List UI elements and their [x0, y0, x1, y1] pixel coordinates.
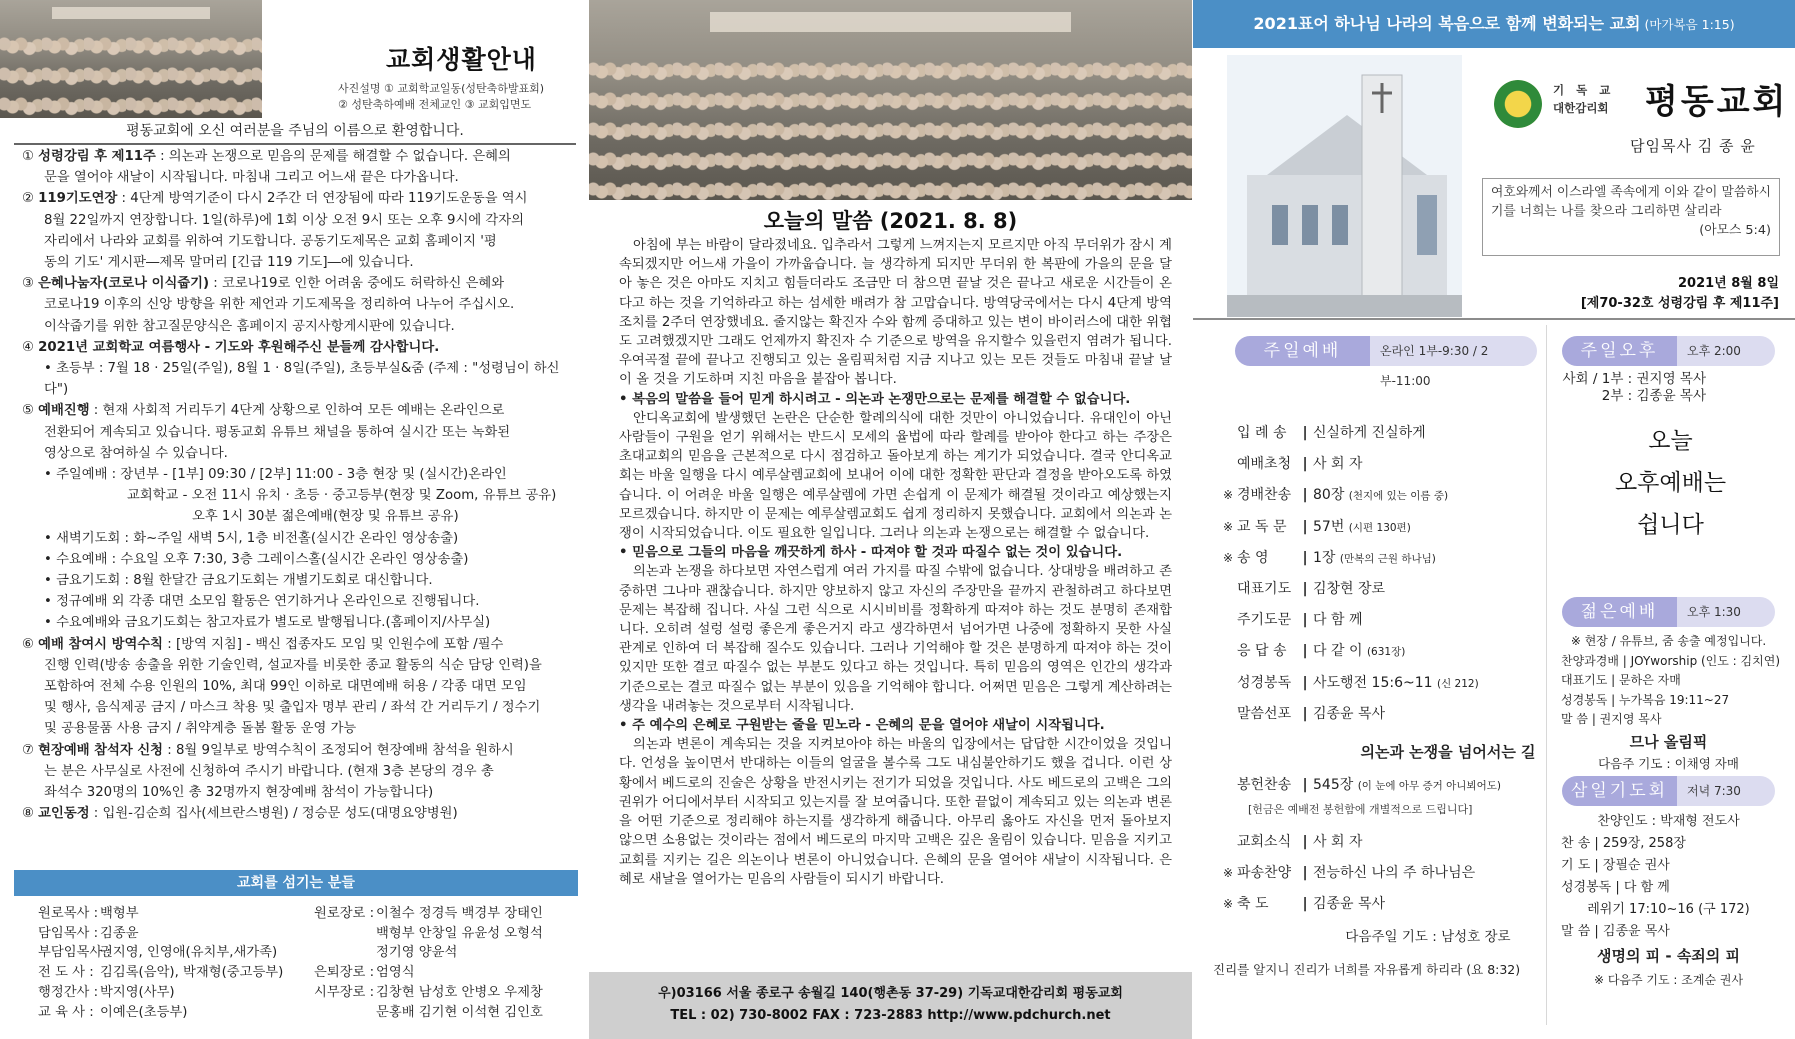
detail-line: 말 씀 | 김종윤 목사 — [1561, 924, 1670, 939]
staff-names: 권지영, 인영애(유치부,새가족) — [100, 945, 278, 961]
announcement-line — [22, 316, 567, 337]
scripture-reference: (아모스 5:4) — [1699, 223, 1771, 238]
worship-line: 교회학교 - 오전 11시 유치 · 초등 · 중고등부(현장 및 Zoom, 유튜브 공유) — [127, 488, 557, 504]
senior-pastor: 담임목사 김 종 윤 — [1630, 137, 1756, 155]
photo-crowd — [589, 60, 1192, 200]
staff-names: 문홍배 김기현 이석현 김인호 — [376, 1004, 543, 1020]
order-value: 김창현 장로 — [1313, 580, 1386, 597]
announcement-line — [22, 761, 567, 782]
order-value: 1장 — [1313, 549, 1340, 566]
next-week-prayer: 다음주일 기도 : 남성호 장로 — [1345, 929, 1511, 945]
offering-note: [헌금은 예배전 봉헌함에 개별적으로 드립니다] — [1248, 803, 1473, 816]
order-label: 축 도 — [1237, 896, 1269, 913]
sermon-body — [619, 236, 1172, 889]
afternoon-worship-label: 주일오후 — [1562, 336, 1677, 366]
church-address-footer — [589, 972, 1192, 1039]
order-mark: ※ — [1223, 897, 1234, 912]
address: 우)03166 서울 종로구 송월길 140(행촌동 37-29) 기독교대한감리회 평동교회 — [658, 986, 1123, 1001]
announcement-line — [22, 188, 567, 209]
item-text: : 4단계 방역기준이 다시 2주간 더 연장됨에 따라 119기도운동을 역시 — [117, 191, 528, 207]
afternoon-cancel-notice — [1568, 420, 1773, 546]
item-text: 진행 인력(방송 송출을 위한 기술인력, 설교자를 비롯한 종교 활동의 식순 담당 인력)을 — [44, 657, 542, 673]
item-heading: 2021년 교회학교 여름행사 - 기도와 후원해주신 분들께 감사합니다. — [38, 339, 440, 355]
item-number: ③ — [22, 276, 39, 292]
sunday-school-photo — [0, 0, 262, 118]
staff-row — [38, 943, 283, 963]
announcement-list-2 — [22, 634, 567, 825]
item-text: : 코로나19로 인한 어려움 중에도 허락하신 은혜와 — [209, 276, 505, 292]
worship-line: • 금요기도회 : 8월 한달간 금요기도회는 개별기도회로 대신합니다. — [44, 573, 433, 589]
order-note: (만복의 근원 하나님) — [1339, 552, 1436, 565]
item-heading: 119기도연장 — [38, 191, 118, 207]
order-divider: | — [1302, 777, 1308, 793]
photo-caption-2: ② 성탄축하예배 전체교인 ③ 교회입면도 — [338, 98, 532, 111]
staff-list-right — [314, 904, 543, 1022]
item-text: 자리에서 나라와 교회를 위하여 기도합니다. 공동기도제목은 교회 홈페이지 '평 — [44, 233, 497, 249]
staff-list-left — [38, 904, 283, 1022]
item-text: : 입원-김순희 집사(세브란스병원) / 정승문 성도(대명요양병원) — [89, 806, 458, 822]
detail-line: 성경봉독 | 다 함 께 — [1561, 880, 1670, 895]
wednesday-next-prayer: ※ 다음주 기도 : 조계순 권사 — [1593, 973, 1744, 987]
item-text: 전환되어 계속되고 있습니다. 평동교회 유튜브 채널을 통하여 실시간 또는 녹화된 — [44, 424, 511, 440]
sermon-paragraph: 아침에 부는 바람이 달라졌네요. 입추라서 그렇게 느껴지는지 모르지만 아직 무더위가 잠시 계속되겠지만 어느새 가을이 가까웁습니다. 늘 생각하게 되지만 무더위 한 복판에 가을의 문을 달아 놓은 것은 아마도 지치고 힘들더라도 조금만 더 참으면 끝날 것은 끝나고 새로운 시간들이 온다고 하는 것을 기억하라고 하는 섬세한 배려가 참 고맙습니다. 방역당국에서는 다시 4단계 방역조치를 2주더 연장했네요. 줄지않는 확진자 수와 함께 증대하고 있는 변이 바이러스에 대한 위협도 고려했겠지만 그래도 언제까지 확진자 수 기준으로 방역을 유지할수 있을런지 염려가 됩니다. 우여곡절 끝에 끝나고 진행되고 있는 올림픽처럼 지금 지나고 있는 모든 것들도 마침내 끝날 날이 올 것을 기도하며 지친 마음을 붙잡아 봅니다. — [619, 238, 1172, 388]
order-label: 교 독 문 — [1237, 518, 1287, 535]
staff-role: 원로목사 : — [38, 906, 99, 921]
young-next-prayer: 다음주 기도 : 이채영 자매 — [1598, 755, 1739, 771]
announcement-line — [22, 231, 567, 252]
item-text: : 의논과 논쟁으로 믿음의 문제를 해결할 수 없습니다. 은혜의 — [155, 149, 511, 164]
church-life-column — [0, 0, 588, 1039]
order-item — [1223, 543, 1693, 574]
denomination-line-1: 기 독 교 — [1553, 83, 1615, 97]
order-note: (631장) — [1366, 646, 1406, 659]
staff-names: 백형부 — [100, 906, 139, 921]
young-worship-lines — [1561, 632, 1780, 730]
announcement-line — [22, 400, 567, 421]
detail-line: ※ 현장 / 유튜브, 줌 송출 예정입니다. — [1570, 634, 1767, 648]
worship-line: • 수요예배 : 수요일 오후 7:30, 3층 그레이스홀(실시간 온라인 영상송출) — [44, 551, 469, 567]
staff-role: 전 도 사 : — [38, 965, 94, 981]
church-name: 평동교회 — [1645, 82, 1789, 122]
item-heading: 예배진행 — [38, 403, 90, 419]
staff-names: 김김록(음악), 박재형(중고등부) — [100, 965, 284, 981]
wednesday-lines — [1561, 811, 1776, 943]
staff-role: 부담임목사 : — [38, 945, 111, 961]
order-note: (신 212) — [1436, 677, 1479, 690]
staff-role: 원로장로 : — [314, 906, 375, 921]
worship-line: • 주일예배 : 장년부 - [1부] 09:30 / [2부] 11:00 - 3층 현장 및 (실시간)온라인 — [44, 467, 507, 483]
motto-reference: (마가복음 1:15) — [1640, 17, 1735, 32]
staff-role: 교 육 사 : — [38, 1004, 94, 1020]
item-text: : 현재 사회적 거리두기 4단계 상황으로 인하여 모든 예배는 온라인으로 — [89, 403, 505, 419]
order-mark: ※ — [1223, 550, 1234, 565]
worship-line: • 수요예배와 금요기도회는 참고자료가 별도로 발행됩니다.(홈페이지/사무실) — [44, 615, 491, 631]
staff-names: 박지영(사무) — [100, 984, 175, 1000]
item-text: 8월 22일까지 연장합니다. 1일(하루)에 1회 이상 오전 9시 또는 오후 9시에 각자의 — [44, 212, 524, 228]
notice-line-3: 쉽니다 — [1637, 512, 1704, 538]
photo-crowd — [0, 35, 262, 118]
worship-line: • 정규예배 외 각종 대면 소모임 활동은 연기하거나 온라인으로 진행됩니다. — [44, 594, 480, 610]
order-mark: ※ — [1223, 866, 1234, 881]
item-number: ① — [22, 149, 39, 164]
sermon-point-heading: • 주 예수의 은혜로 구원받는 줄을 믿노라 - 은혜의 문을 열어야 새날이 시작됩니다. — [619, 718, 1105, 734]
section-divider — [1193, 318, 1795, 320]
order-label: 경배찬송 — [1237, 487, 1292, 504]
young-sermon-title: 므나 올림픽 — [1629, 732, 1708, 751]
sermon-paragraph: 의논과 논쟁을 하다보면 자연스럽게 여러 가지를 따질 수밖에 없습니다. 상대방을 배려하고 존중하면 그나마 괜찮습니다. 하지만 양보하지 않고 자신의 주장만을 끝까지 관철하려고 하다보면 문제는 복잡해 집니다. 사실 그런 식으로 시시비비를 정확하게 따져야 하는 것도 분명히 존재합니다. 오히려 설렁 설렁 좋은게 좋은거지 라고 생각하면서 넘어가면 나중에 정확하지 못한 사실관계로 인하여 더 복잡해 질수도 있습니다. 그러나 기억해야 할 것은 분명하게 따져야 하는 것이 있지만 또한 결코 따질수 없는 부분도 있다고 하는 것입니다. 특히 믿음의 영역은 인간의 생각과 기준으로는 결코 따질수 없는 부분이 있음을 기억해야 합니다. 어쩌면 믿음은 그렇게 계산하려는 생각을 내려놓는 것으로부터 시작됩니다. — [619, 564, 1172, 714]
announcement-line — [22, 718, 567, 739]
item-number: ⑦ — [22, 742, 39, 758]
order-mark: ※ — [1223, 519, 1234, 534]
order-value: 김종윤 목사 — [1313, 705, 1386, 722]
sermon-column — [589, 0, 1192, 1039]
order-divider: | — [1302, 425, 1308, 441]
item-number: ④ — [22, 339, 39, 355]
staff-row — [38, 1003, 283, 1023]
staff-row — [314, 963, 543, 983]
order-value: 전능하신 나의 주 하나님은 — [1313, 865, 1476, 882]
announcement-line — [22, 337, 567, 358]
announcement-line — [22, 358, 567, 400]
order-label: 입 례 송 — [1237, 425, 1287, 441]
order-mark: ※ — [1223, 488, 1234, 503]
young-worship-time: 오후 1:30 — [1677, 597, 1775, 627]
photo-caption-1: 사진설명 ① 교회학교일동(성탄축하발표회) — [338, 82, 545, 95]
staff-names: 이예은(초등부) — [100, 1004, 188, 1020]
order-label: 송 영 — [1237, 549, 1269, 566]
staff-row — [314, 1003, 543, 1023]
announcement-line — [22, 676, 567, 697]
methodist-logo-icon — [1494, 80, 1542, 128]
staff-row — [314, 904, 543, 924]
staff-names: 김창현 남성호 안병오 우제창 — [376, 984, 543, 1000]
order-label: 주기도문 — [1237, 612, 1292, 629]
item-heading: 현장예배 참석자 신청 — [38, 742, 164, 758]
staff-role: 시무장로 : — [314, 984, 375, 1000]
cover-column — [1193, 0, 1795, 1039]
order-label: 봉헌찬송 — [1237, 777, 1292, 793]
order-divider: | — [1302, 580, 1308, 597]
announcement-line — [22, 782, 567, 803]
order-divider: | — [1302, 549, 1308, 566]
column-separator — [1546, 325, 1547, 1025]
item-text: 좌석수 320명의 10%인 총 32명까지 현장예배 참석이 가능합니다) — [44, 785, 434, 801]
bulletin-issue: [제70-32호 성령강림 후 제11주] — [1580, 296, 1779, 311]
sermon-point-heading: • 믿음으로 그들의 마음을 깨끗하게 하사 - 따져야 할 것과 따질수 없는 것이 있습니다. — [619, 545, 1123, 561]
staff-names: 이철수 정경득 백경부 장태인 — [376, 906, 543, 921]
order-divider: | — [1302, 487, 1308, 504]
young-worship-label: 젊은예배 — [1562, 597, 1677, 627]
sermon-title-heading: 의논과 논쟁을 넘어서는 길 — [1360, 743, 1536, 761]
order-label: 예배초청 — [1237, 456, 1292, 473]
staff-role: 담임목사 : — [38, 925, 99, 941]
order-divider: | — [1302, 518, 1308, 535]
item-text: 는 분은 사무실로 사전에 신청하여 주시기 바랍니다. (현재 3층 본당의 경우 총 — [44, 763, 494, 779]
staff-row — [314, 924, 543, 944]
announcement-line — [22, 803, 567, 824]
order-label: 응 답 송 — [1237, 643, 1287, 660]
motto: 2021표어 하나님 나라의 복음으로 함께 변화되는 교회 — [1253, 14, 1641, 33]
announcements — [22, 146, 567, 825]
detail-line: 찬양인도 : 박재형 전도사 — [1597, 814, 1740, 829]
leader-line-1: 사회 / 1부 : 권지영 목사 — [1562, 371, 1706, 387]
item-heading: 교인동정 — [38, 806, 90, 822]
afternoon-worship-time: 오후 2:00 — [1677, 336, 1775, 366]
detail-line: 레위기 17:10~16 (구 172) — [1587, 902, 1750, 917]
wednesday-sermon-title: 생명의 피 - 속죄의 피 — [1596, 947, 1741, 965]
item-heading: 예배 참여시 방역수칙 — [38, 636, 164, 652]
staff-row — [38, 963, 283, 983]
leader-line-2: 2부 : 김종윤 목사 — [1601, 388, 1706, 404]
sermon-point-heading: • 복음의 말씀을 들어 믿게 하시려고 - 의논과 논쟁만으로는 문제를 해결할 수 없습니다. — [619, 391, 1131, 407]
worship-schedule — [22, 464, 567, 634]
order-value: 57번 — [1313, 518, 1349, 535]
sermon-paragraph: 안디옥교회에 발생했던 논란은 단순한 할례의식에 대한 것만이 아니었습니다. 유대인이 아닌 사람들이 구원을 얻기 위해서는 반드시 모세의 율법에 따라 할례를 받아야 한다고 하는 주장은 초대교회의 믿음을 근본적으로 다시 점검하고 돌아보게 하는 계기가 되었습니다. 결국 안디옥교회는 바울 일행을 다시 예루살렘교회에 보내어 이에 대한 정확한 판단과 결정을 받아오도록 하였습니다. 이 어려운 바울 일행은 예루살렘에 가면 손쉽게 이 문제가 해결될 것이라고 예상했는지 모르겠습니다. 하지만 이 문제는 예루살렘교회도 쉽게 정리하지 못했습니다. 교회에서 의논과 논쟁이 시작되었습니다. 이도 필요한 일입니다. 그러나 의논과 논쟁으로는 해결할 수 없습니다. — [619, 410, 1172, 542]
order-divider: | — [1302, 612, 1308, 629]
order-divider: | — [1302, 865, 1308, 882]
order-value: 사 회 자 — [1313, 456, 1363, 473]
wednesday-prayer-label: 삼일기도회 — [1562, 776, 1677, 806]
item-text: : 8월 9일부로 방역수칙이 조정되어 현장예배 참석을 원하시 — [163, 742, 514, 758]
order-value: 사도행전 15:6~11 — [1313, 674, 1437, 691]
sermon-paragraph: 의논과 변론이 계속되는 것을 지켜보아야 하는 바울의 입장에서는 답답한 시간이었을 것입니다. 언성을 높이면서 반대하는 이들의 얼굴을 볼수록 그도 내심불안하기도 했을 겁니다. 이런 상황에서 베드로의 진술은 상황을 반전시키는 전기가 되었을 것입니다. 사도 베드로의 고백은 그의 권위가 어디에서부터 시작되고 있는지를 잘 보여줍니다. 또한 끝없이 계속되고 있는 의논과 변론을 어떤 기준으로 정리해야 하는지를 생각하게 해줍니다. 아무리 옳아도 자신을 먼저 돌아보지 않으면 소용없는 것이라는 점에서 베드로의 마지막 고백은 깊은 울림이 있습니다. 믿음을 지키고 교회를 지키는 길은 의논이나 변론이 아니었습니다. 은혜의 문을 열어야 새날이 시작됩니다. 은혜로 새날을 열어가는 믿음의 사람들이 되시기 바랍니다. — [619, 737, 1172, 887]
item-text: 포함하여 전체 수용 인원의 10%, 최대 99인 이하로 대면예배 허용 / 각종 대면 모임 — [44, 679, 527, 695]
item-text: 문을 열어야 새날이 시작됩니다. 마침내 그리고 어느새 끝은 다가옵니다. — [44, 170, 459, 186]
order-note: (천지에 있는 이름 중) — [1348, 490, 1449, 503]
item-text: 영상으로 참여하실 수 있습니다. — [44, 445, 228, 461]
announcement-list-1 — [22, 146, 567, 464]
detail-line: 기 도 | 장필순 권사 — [1561, 858, 1670, 873]
announcement-line — [22, 210, 567, 231]
item-text: : [방역 지침] - 백신 접종자도 모임 및 인원수에 포함 /필수 — [163, 636, 504, 652]
order-divider: | — [1302, 705, 1308, 722]
order-note: (이 눈에 아무 증거 아니뵈어도) — [1357, 780, 1501, 792]
item-number: ⑥ — [22, 636, 39, 652]
notice-line-2: 오후예배는 — [1614, 470, 1727, 496]
order-divider: | — [1302, 674, 1308, 691]
notice-line-1: 오늘 — [1648, 428, 1693, 454]
announcement-line — [22, 422, 567, 443]
scripture-quote-box — [1482, 178, 1780, 256]
bottom-verse: 진리를 알지니 진리가 너희를 자유롭게 하리라 (요 8:32) — [1213, 962, 1521, 977]
order-label: 성경봉독 — [1237, 674, 1292, 691]
staff-names: 백형부 안창일 유윤성 오형석 — [376, 925, 543, 941]
detail-line: 말 씀 | 권지영 목사 — [1561, 712, 1662, 726]
order-divider: | — [1302, 896, 1308, 913]
item-number: ⑤ — [22, 403, 39, 419]
order-divider: | — [1302, 834, 1308, 850]
welcome-message: 평동교회에 오신 여러분을 주님의 이름으로 환영합니다. — [14, 120, 576, 145]
order-value: 김종윤 목사 — [1313, 896, 1386, 913]
order-value: 신실하게 진실하게 — [1313, 425, 1426, 441]
announcement-line — [22, 655, 567, 676]
order-value: 545장 — [1313, 777, 1358, 793]
announcement-line — [22, 167, 567, 188]
young-worship-details — [1561, 632, 1780, 773]
detail-line: 성경봉독 | 누가복음 19:11~27 — [1561, 692, 1730, 707]
staff-names: 정기영 양윤석 — [376, 945, 458, 961]
worship-line: 오후 1시 30분 젊은예배(현장 및 유튜브 공유) — [192, 509, 459, 525]
staff-names: 김종윤 — [100, 925, 139, 941]
order-label: 말씀선포 — [1237, 705, 1292, 722]
order-value: 80장 — [1313, 487, 1349, 504]
announcement-line — [22, 294, 567, 315]
church-life-title: 교회생활안내 — [386, 45, 537, 74]
item-text: • 초등부 : 7월 18 · 25일(주일), 8월 1 · 8일(주일), 초등부실&줌 (주제 : "성령님이 하신다") — [44, 361, 560, 398]
servants-header: 교회를 섬기는 분들 — [14, 870, 578, 896]
staff-role: 은퇴장로 : — [314, 965, 375, 981]
item-number: ⑧ — [22, 806, 39, 822]
order-value: 다 같 이 — [1313, 643, 1367, 660]
announcement-line — [22, 634, 567, 655]
announcement-line — [22, 273, 567, 294]
scripture-quote: 여호와께서 이스라엘 족속에게 이와 같이 말씀하시기를 너희는 나를 찾으라 그리하면 살리라 — [1491, 185, 1771, 219]
order-label: 교회소식 — [1237, 834, 1292, 850]
announcement-line — [22, 740, 567, 761]
sunday-worship-label: 주일예배 — [1235, 336, 1370, 366]
order-label: 파송찬양 — [1237, 865, 1292, 882]
wednesday-details — [1561, 811, 1776, 991]
staff-row — [314, 983, 543, 1003]
wednesday-prayer-time: 저녁 7:30 — [1677, 776, 1775, 806]
item-heading: 은혜나눔자(코로나 이식줍기) — [38, 276, 210, 292]
staff-row — [38, 904, 283, 924]
order-value: 다 함 께 — [1313, 612, 1363, 629]
item-number: ② — [22, 191, 39, 207]
staff-names: 엄영식 — [376, 965, 415, 981]
christmas-congregation-photo — [589, 0, 1192, 200]
announcement-line — [22, 443, 567, 464]
order-value: 사 회 자 — [1313, 834, 1363, 850]
worship-line: • 새벽기도회 : 화~주일 새벽 5시, 1층 비전홀(실시간 온라인 영상송출) — [44, 530, 459, 546]
item-text: 동의 기도' 게시판―제목 말머리 [긴급 119 기도]―에 있습니다. — [44, 255, 414, 271]
item-text: 코로나19 이후의 신앙 방향을 위한 제언과 기도제목을 정리하여 나누어 주십시오. — [44, 297, 515, 313]
announcement-line — [22, 697, 567, 718]
item-text: 이삭줍기를 위한 참고질문양식은 홈페이지 공지사항게시판에 있습니다. — [44, 318, 455, 334]
staff-row — [38, 924, 283, 944]
detail-line: 찬 송 | 259장, 258장 — [1561, 836, 1686, 851]
denomination-line-2: 대한감리회 — [1553, 101, 1609, 115]
staff-role: 행정간사 : — [38, 984, 99, 1000]
staff-row — [38, 983, 283, 1003]
item-text: 및 행사, 음식제공 금지 / 마스크 착용 및 출입자 명부 관리 / 좌석 간 거리두기 / 정수기 — [44, 700, 541, 716]
item-text: 및 공용물품 사용 금지 / 취약계층 돌봄 활동 운영 가능 — [44, 721, 357, 737]
order-divider: | — [1302, 456, 1308, 473]
staff-row — [314, 943, 543, 963]
contact-info: TEL : 02) 730-8002 FAX : 723-2883 http://www.pdchurch.net — [670, 1008, 1111, 1023]
detail-line: 대표기도 | 문하은 자매 — [1561, 673, 1681, 687]
order-note: (시편 130편) — [1348, 521, 1411, 534]
sermon-title: 오늘의 말씀 (2021. 8. 8) — [763, 209, 1018, 233]
photo-banner — [710, 12, 1072, 32]
order-label: 대표기도 — [1237, 580, 1292, 597]
service-leaders — [1376, 371, 1706, 405]
detail-line: 찬양과경배 | JOYworship (인도 : 김치연) — [1561, 653, 1780, 668]
item-heading: 성령강림 후 제11주 — [38, 149, 156, 164]
bulletin-date: 2021년 8월 8일 — [1678, 276, 1779, 291]
order-divider: | — [1302, 643, 1308, 660]
sunday-worship-time: 온라인 1부-9:30 / 2부-11:00 — [1370, 336, 1537, 366]
announcement-line — [22, 146, 567, 167]
announcement-line — [22, 252, 567, 273]
annual-motto-banner — [1193, 0, 1795, 48]
photo-banner — [52, 7, 209, 19]
